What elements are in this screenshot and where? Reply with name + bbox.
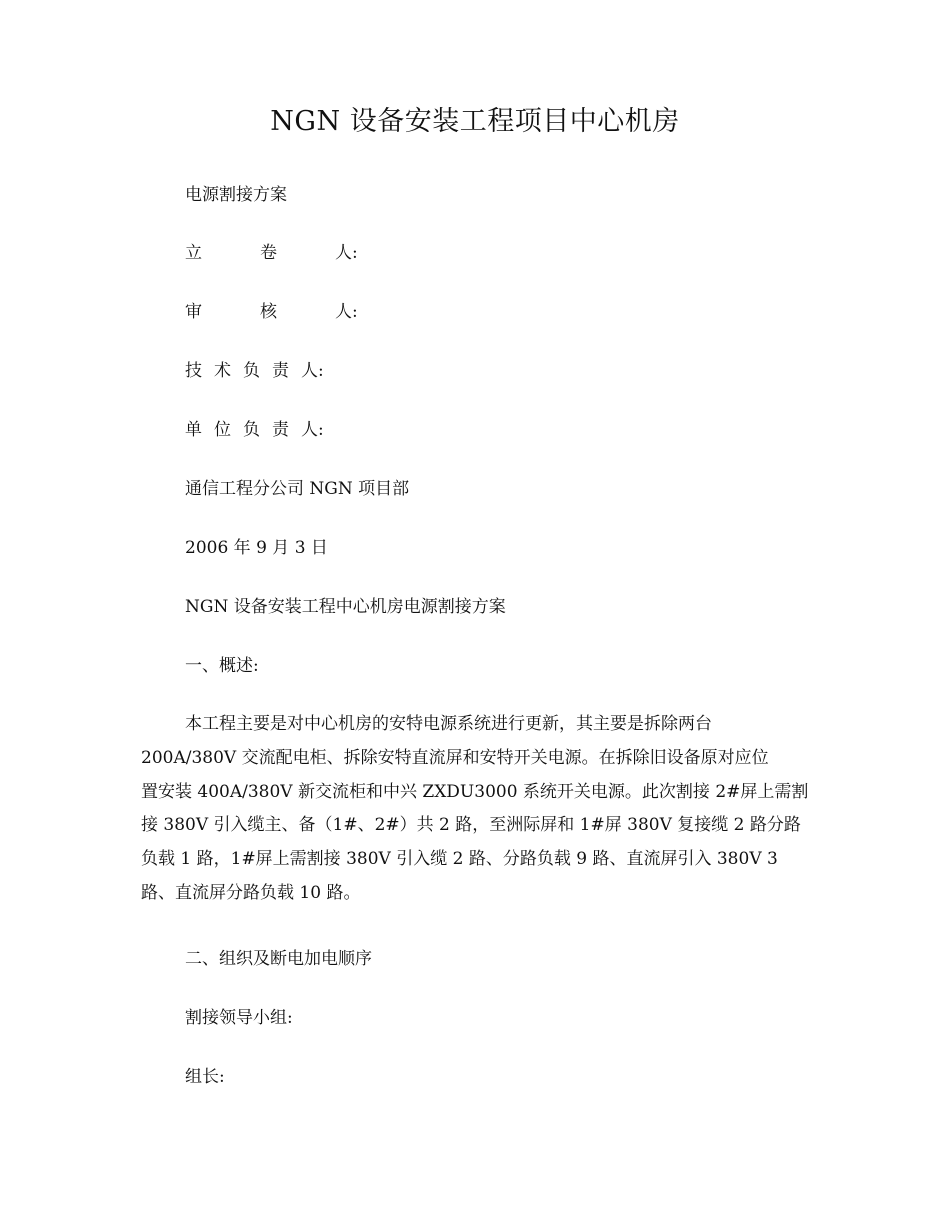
field-unit-lead-char-5: 人: bbox=[301, 420, 324, 440]
field-preparer-char-3: 人: bbox=[335, 243, 358, 263]
document-date: 2006 年 9 月 3 日 bbox=[185, 538, 328, 558]
field-preparer-char-2: 卷 bbox=[260, 243, 277, 263]
field-tech-lead-char-5: 人: bbox=[301, 361, 324, 381]
document-title: NGN 设备安装工程项目中心机房 bbox=[270, 106, 680, 137]
section-1-body-line-3: 置安装 400A/380V 新交流柜和中兴 ZXDU3000 系统开关电源。此次割接 2#屏上需割 bbox=[141, 781, 809, 802]
organization-name: 通信工程分公司 NGN 项目部 bbox=[185, 479, 410, 499]
field-reviewer-char-3: 人: bbox=[335, 302, 358, 322]
section-2-heading: 二、组织及断电加电顺序 bbox=[185, 949, 372, 969]
section-1-body-line-4: 接 380V 引入缆主、备（1#、2#）共 2 路，至洲际屏和 1#屏 380V 复接缆 2 路分路 bbox=[141, 815, 801, 836]
field-tech-lead-char-3: 负 bbox=[243, 361, 260, 381]
field-reviewer-char-2: 核 bbox=[260, 302, 277, 322]
field-unit-lead-char-2: 位 bbox=[214, 420, 231, 440]
field-tech-lead-char-1: 技 bbox=[185, 361, 202, 381]
field-unit-lead-char-3: 负 bbox=[243, 420, 260, 440]
section-1-body bbox=[141, 708, 811, 911]
field-unit-lead-char-1: 单 bbox=[185, 420, 202, 440]
section-1-body-line-6: 路、直流屏分路负载 10 路。 bbox=[141, 882, 361, 903]
section-1-body-line-5: 负载 1 路，1#屏上需割接 380V 引入缆 2 路、分路负载 9 路、直流屏引入 380V 3 bbox=[141, 849, 778, 870]
field-tech-lead-char-2: 术 bbox=[214, 361, 231, 381]
field-tech-lead-char-4: 责 bbox=[272, 361, 289, 381]
field-preparer-char-1: 立 bbox=[185, 243, 202, 263]
section-1-body-line-1: 本工程主要是对中心机房的安特电源系统进行更新，其主要是拆除两台 bbox=[185, 714, 712, 734]
document-subtitle: 电源割接方案 bbox=[185, 185, 287, 205]
group-leader-label: 组长: bbox=[185, 1067, 225, 1087]
section-1-heading: 一、概述: bbox=[185, 656, 259, 676]
section-1-body-line-2: 200A/380V 交流配电柜、拆除安特直流屏和安特开关电源。在拆除旧设备原对应位 bbox=[141, 747, 769, 768]
group-heading: 割接领导小组: bbox=[185, 1008, 293, 1028]
field-unit-lead-char-4: 责 bbox=[272, 420, 289, 440]
field-reviewer-char-1: 审 bbox=[185, 302, 202, 322]
document-heading: NGN 设备安装工程中心机房电源割接方案 bbox=[185, 597, 506, 617]
